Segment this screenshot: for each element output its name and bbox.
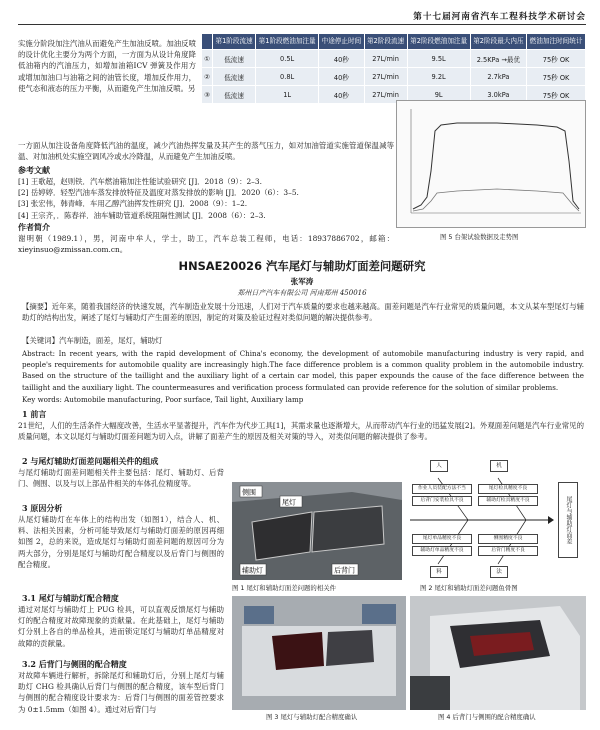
table-cell: 75秒 OK [527,86,586,104]
table-cell: ③ [202,86,213,104]
fishbone-category-box: 料 [430,566,448,578]
table-cell: 低流速 [213,86,256,104]
table-cell: 低流速 [213,50,256,68]
table-row [202,50,586,68]
fig3-auxlight-shape [326,630,374,666]
header-rule [18,24,586,25]
fig5-trend-line [413,123,579,209]
fishbone-cause-box: 作业人员装配方法不当 [412,484,472,494]
abstract-en: Abstract: In recent years, with the rapid development of China's economy, the development of automobile manufacturing industry is very rapid, and people's requirements for automobile quality are increasingly high.The face difference problem is a common quality problem in the automobile industry. Based on the structure of the taillight and the auxiliary light of a certain car model, this paper expounds the cause of the face difference between the taillight and the auxiliary light. The countermeasures and verification process formulated can provide reference for the solution of similar problems. [22,349,584,392]
author-bio-title: 作者简介 [18,222,50,232]
fig3-caption: 图 3 尾灯与辅助灯配合精度确认 [266,713,358,721]
fig5-trend-svg [397,101,585,227]
table-cell: 27L/min [364,50,407,68]
table-cell: 2.5KPa →最优 [470,50,526,68]
section-31-text: 通过对尾灯与辅助灯上 PUG 检具，可以直观反馈尾灯与辅助灯的配合精度对故障现象的贡献量。在此基础上，尾灯与辅助灯分别上各自的单品检具，进而锁定尾灯与辅助灯单品精度对故障的贡献量。 [18,605,224,648]
section-32-text: 对故障车辆进行解析，拆除尾灯和辅助灯后，分别上尾灯与辅助灯 CHG 检具确认后背门与侧围的配合精度，该车型后背门与侧围的配合精度设计要求为：后背门与侧围的面差管控要求为 0±1.5mm（如图 4）。通过对后背门与 [18,671,224,714]
fig4-gauge-fixture [410,676,450,710]
section-3-text: 从尾灯辅助灯在车体上的结构出发（如图1），结合人、机、料、法相关因素，分析可能导致尾灯与辅助灯面差的原因再细如图 2，总的来说，造成尾灯与辅助灯面差问题的原因可分为两大部分，分别是尾灯与辅助灯配合精度以及后背门与侧围的配合精度。 [18,515,224,569]
fishbone-cause-box: 侧围精度不良 [478,534,538,544]
section-32-title: 3.2 后背门与侧围的配合精度 [22,659,127,669]
fig5-trend-line-2 [413,189,579,211]
references-list [18,176,394,221]
fishbone-cause-box: 辅助灯检具精度不良 [478,496,538,506]
fig4-photo [410,596,586,710]
table-header-row [202,34,586,50]
section-3-title: 3 原因分析 [22,503,63,513]
fig3-photo [232,596,406,710]
journal-header: 第十七届河南省汽车工程科技学术研讨会 [413,12,586,22]
fig3-drawing [232,596,406,710]
fig3-gauge-fixture [244,606,274,624]
fishbone-category-box: 法 [490,566,508,578]
table-cell: 40秒 [319,86,364,104]
article-title: HNSAE20026 汽车尾灯与辅助灯面差问题研究 [178,259,426,273]
references-title: 参考文献 [18,165,50,175]
table-header-cell: 第1阶段流速 [213,34,256,50]
keywords-en: Key words: Automobile manufacturing, Poor surface, Tail light, Auxiliary lamp [22,395,304,404]
table-cell: 0.8L [256,68,319,86]
table-header-cell: 燃油加注时间统计 [527,34,586,50]
fig3-taillight-shape [272,632,324,670]
abstract-cn: 【摘要】近年来，随着我国经济的快速发展，汽车制造业发展十分迅速，人们对于汽车质量的要求也越来越高。面差问题是汽车行业常见的质量问题，本文从某车型尾灯与辅助灯的结构出发，阐述了尾灯与辅助灯产生面差的原因，制定的对策及验证过程对类似问题的解决提供参考。 [22,302,584,323]
table-header-cell: 中途停止时间 [319,34,364,50]
fishbone-cause-box: 后背门安装检具不良 [412,496,472,506]
fig1-auxlight-shape [312,506,384,552]
table-row [202,68,586,86]
table-cell: 27L/min [364,86,407,104]
reference-item: [4] 王宗齐，．陈春祥．油车辅助管道系统阻隔性测试 [J]．2008（6）：2–3. [18,210,266,220]
table-header-cell: 第2阶段流速 [364,34,407,50]
table-cell: 9.5L [407,50,470,68]
article-affiliation: 郑州日产汽车有限公司 河南郑州 450016 [237,289,367,297]
table-cell: 75秒 OK [527,68,586,86]
table-cell: ② [202,68,213,86]
fishbone-cause-box: 尾灯单品精度不良 [412,534,472,544]
article-author: 张军涛 [290,277,314,286]
section-1-title: 1 前言 [22,409,47,419]
fig4-drawing [410,596,586,710]
fig1-drawing [232,482,402,580]
fig4-caption: 图 4 后背门与侧围的配合精度确认 [438,713,536,721]
fig1-label: 尾灯 [282,498,296,507]
table-header-cell [202,34,213,50]
fig5-plot [396,100,586,228]
table-cell: 3.0kPa [470,86,526,104]
fig5-caption: 图 5 台架试验数据及走势图 [440,233,519,241]
table-cell: 1L [256,86,319,104]
top-left-paragraph: 实施分阶段加注汽油从而避免产生加油反喷。加油反喷的设计优化主要分为两个方面，一方面为从设计角度降低油箱内的汽油压力，如增加油箱ICV 弹簧及作用方或增加加油口与油箱之间的油管长度，增加反作用力，使气态和液态的压力平衡，从而避免产生加油反喷。另 [18,39,196,93]
section-2-text: 与尾灯辅助灯面差问题相关件主要包括：尾灯、辅助灯、后背门、侧围、以及与以上部品件相关的车体孔位精度等。 [18,468,224,489]
fig2-caption: 图 2 尾灯和辅助灯面差问题鱼骨图 [420,584,518,592]
mid-paragraph: 一方面从加注设备角度降低汽油的温度，减少汽油热挥发量及其产生的蒸气压力，如对加油管道实施管道保温减等温、对加油机处实施空调风冷或水冷降温，从而避免产生加油反喷。 [18,141,394,162]
section-1-text: 21世纪，人们的生活条件大幅度改善，生活水平显著提升，汽车作为代步工具[1]，其需求量也逐渐增大，从而带动汽车行业的迅猛发展[2]。外观面差问题是汽车行业常见的质量问题，本文以尾灯与辅助灯面差问题为切入点，讲解了面差产生的原因及相关对策的导入，对类似问题的解决提供了参考。 [18,421,584,442]
keywords-cn: 【关键词】汽车制造，面差，尾灯，辅助灯 [22,336,163,345]
fishbone-cause-box: 辅助灯单品精度不良 [412,546,472,556]
section-31-title: 3.1 尾灯与辅助灯配合精度 [22,593,119,603]
reference-item: [3] 张宏伟，韩青峰．车用乙醇汽油挥发性研究 [J]．2008（9）：1–2. [18,199,248,209]
table-cell: 40秒 [319,68,364,86]
fishbone-arrowhead [548,516,554,524]
fig3-gauge-fixture [362,604,396,624]
section-2-title: 2 与尾灯辅助灯面差问题相关件的组成 [22,456,159,466]
fig1-label: 辅助灯 [242,566,263,575]
table-cell: 75秒 OK [527,50,586,68]
reference-item: [1] 王歌超，赵则铁．汽车燃油箱加注性能试验研究 [J]．2018（9）：2–3. [18,177,262,186]
fig1-photo [232,482,402,580]
fishbone-category-box: 人 [430,460,448,472]
table-header-cell: 第2阶段最大内压 [470,34,526,50]
fishbone-effect-box: 尾灯与辅助灯面差 [558,482,578,558]
table-cell: 27L/min [364,68,407,86]
fishbone-cause-box: 后背门精度不良 [478,546,538,556]
table-cell: 低流速 [213,68,256,86]
table-header-cell: 第2阶段燃油加注量 [407,34,470,50]
table-cell: 0.5L [256,50,319,68]
table-cell: ① [202,50,213,68]
table-header-cell: 第1阶段燃油加注量 [256,34,319,50]
fishbone-category-box: 机 [490,460,508,472]
table-cell: 9L [407,86,470,104]
table-cell: 40秒 [319,50,364,68]
author-bio: 谢明朝（1989.1），男，河南中牟人，学士，助工，汽车总装工程师，电话：18937886702，邮箱：xieyinsuo@zmissan.com.cn。 [18,234,394,255]
table-cell: 2.7kPa [470,68,526,86]
fig2-fishbone [408,458,586,582]
fig1-label: 后背门 [334,566,355,575]
reference-item: [2] 岳婷婷．轻型汽油车蒸发排放特征及温度对蒸发排放的影响 [J]．2020（6）：3–5. [18,188,299,198]
fig1-caption: 图 1 尾灯和辅助灯面差问题的相关件 [232,584,336,592]
fishbone-cause-box: 尾灯检具精度不良 [478,484,538,494]
table-cell: 9.2L [407,68,470,86]
fuel-test-table [202,34,586,103]
fig1-label: 侧围 [242,488,256,497]
